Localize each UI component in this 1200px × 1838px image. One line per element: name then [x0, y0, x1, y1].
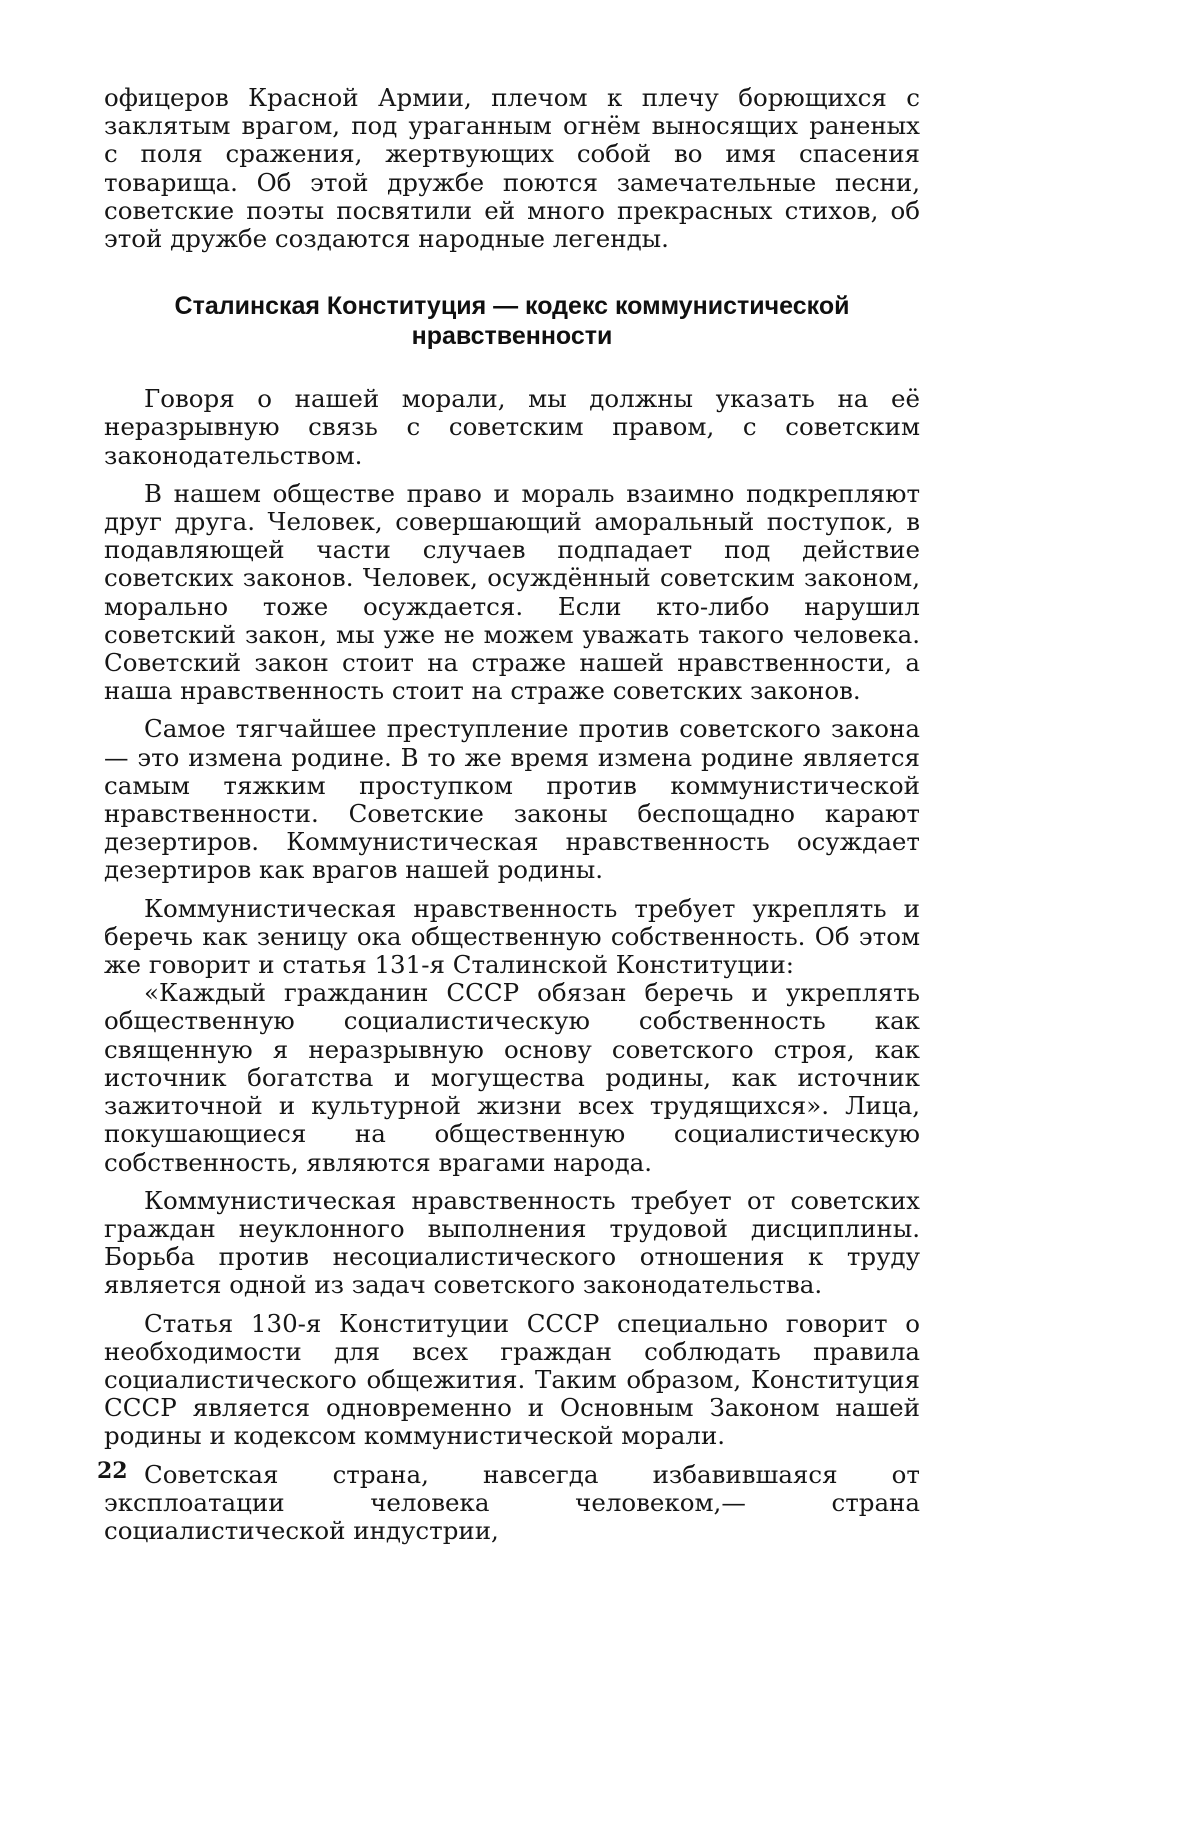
opening-paragraph: офицеров Красной Армии, плечом к плечу борющихся с заклятым врагом, под ураганным огнём выносящих раненых с поля сражения, жертвующих собой во имя спасения товарища. Об этой дружбе поются замечательные песни, советские поэты посвятили ей много прекрасных стихов, об этой дружбе создаются народные легенды. [104, 84, 920, 253]
quotation-paragraph: «Каждый гражданин СССР обязан беречь и укреплять общественную социалистическую собственность как священную я неразрывную основу советского строя, как источник богатства и могущества родины, как источник зажиточной и культурной жизни всех трудящихся». Лица, покушающиеся на общественную социалистическую собственность, являются врагами народа. [104, 979, 920, 1176]
paragraph: В нашем обществе право и мораль взаимно подкрепляют друг друга. Человек, совершающий аморальный поступок, в подавляющей части случаев подпадает под действие советских законов. Человек, осуждённый советским законом, морально тоже осуждается. Если кто-либо нарушил советский закон, мы уже не можем уважать такого человека. Советский закон стоит на страже нашей нравственности, а наша нравственность стоит на страже советских законов. [104, 480, 920, 706]
paragraph: Коммунистическая нравственность требует от советских граждан неуклонного выполнения трудовой дисциплины. Борьба против несоциалистического отношения к труду является одной из задач советского законодательства. [104, 1187, 920, 1300]
paragraph: Статья 130-я Конституции СССР специально говорит о необходимости для всех граждан соблюдать правила социалистического общежития. Таким образом, Конституция СССР является одновременно и Основным Законом нашей родины и кодексом коммунистической морали. [104, 1310, 920, 1451]
page-number: 22 [97, 1458, 128, 1484]
book-page [104, 84, 920, 1545]
paragraph: Коммунистическая нравственность требует укреплять и беречь как зеницу ока общественную собственность. Об этом же говорит и статья 131-я Сталинской Конституции: [104, 895, 920, 980]
paragraph: Самое тягчайшее преступление против советского закона — это измена родине. В то же время измена родине является самым тяжким проступком против коммунистической нравственности. Советские законы беспощадно карают дезертиров. Коммунистическая нравственность осуждает дезертиров как врагов нашей родины. [104, 715, 920, 884]
paragraph: Советская страна, навсегда избавившаяся от эксплоатации человека человеком,— страна социалистической индустрии, [104, 1461, 920, 1546]
section-heading: Сталинская Конституция — кодекс коммунистической нравственности [104, 291, 920, 351]
paragraph: Говоря о нашей морали, мы должны указать на её неразрывную связь с советским правом, с советским законодательством. [104, 385, 920, 470]
